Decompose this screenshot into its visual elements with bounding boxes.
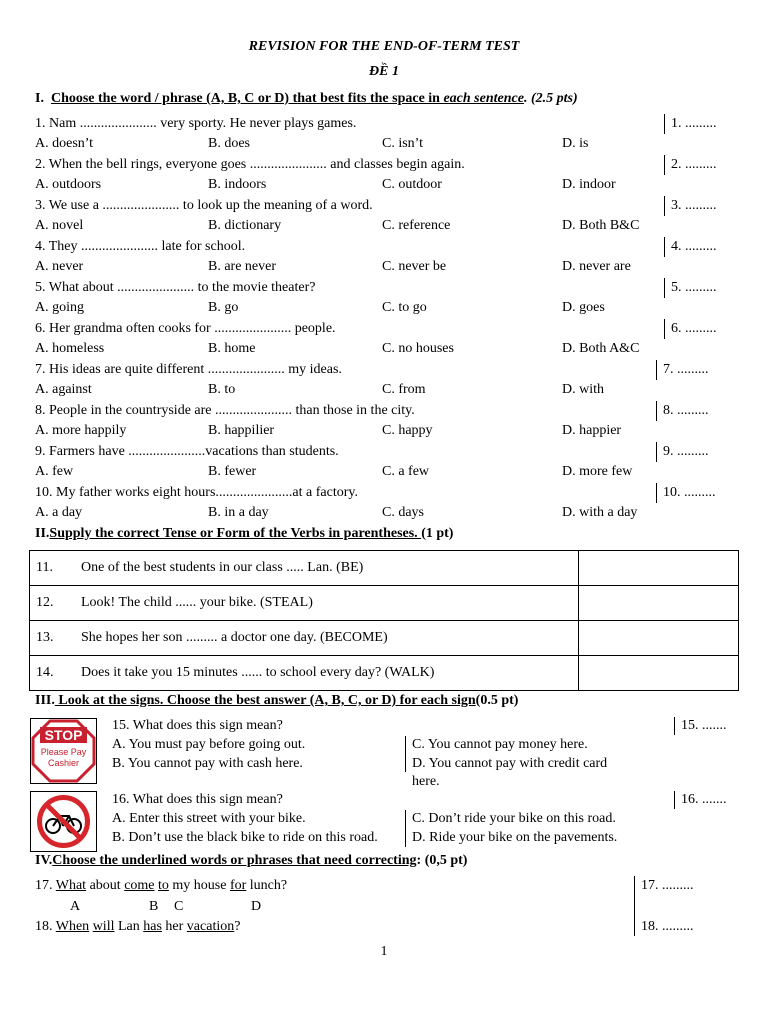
answer-blank-10[interactable]: 10. ......... xyxy=(663,485,716,500)
verb-question-text: One of the best students in our class ..... Lan. (BE) xyxy=(81,560,364,575)
verb-question-number: 14. xyxy=(36,665,54,680)
question-6: 6. Her grandma often cooks for ...................... people. xyxy=(35,321,336,336)
section1-heading: I. Choose the word / phrase (A, B, C or D) that best fits the space in each sentence. (2.5 pts) xyxy=(35,91,578,106)
section3-heading: III. Look at the signs. Choose the best answer (A, B, C, or D) for each sign(0.5 pt) xyxy=(35,693,519,708)
verb-question-text: She hopes her son ......... a doctor one day. (BECOME) xyxy=(81,630,388,645)
question-7-option-b: B. to xyxy=(208,382,236,397)
q17-label-d: D xyxy=(251,899,262,914)
question-9-option-b: B. fewer xyxy=(208,464,257,479)
question-10-option-c: C. days xyxy=(382,505,424,520)
answer-divider xyxy=(664,278,665,298)
question-3-option-d: D. Both B&C xyxy=(562,218,640,233)
question-5-option-a: A. going xyxy=(35,300,84,315)
q15-option-b: B. You cannot pay with cash here. xyxy=(112,756,303,771)
q18-answer-blank[interactable]: 18. ......... xyxy=(641,919,694,934)
q17-word-c[interactable]: to xyxy=(158,878,169,893)
verb-answer-cell[interactable] xyxy=(579,656,739,691)
q18-word-c[interactable]: has xyxy=(143,919,162,934)
answer-blank-6[interactable]: 6. ......... xyxy=(671,321,717,336)
section1-heading-text: Choose the word / phrase (A, B, C or D) that best fits the space in each sentence xyxy=(50,91,524,106)
question-8-option-d: D. happier xyxy=(562,423,622,438)
answer-blank-5[interactable]: 5. ......... xyxy=(671,280,717,295)
q16-option-b: B. Don’t use the black bike to ride on this road. xyxy=(112,830,378,845)
question-9-option-d: D. more few xyxy=(562,464,633,479)
question-10-option-a: A. a day xyxy=(35,505,83,520)
question-10: 10. My father works eight hours......................at a factory. xyxy=(35,485,358,500)
verb-question-text: Look! The child ...... your bike. (STEAL) xyxy=(81,595,313,610)
q15-answer-blank[interactable]: 15. ....... xyxy=(681,718,727,733)
question-8-option-b: B. happilier xyxy=(208,423,275,438)
question-9: 9. Farmers have ......................vacations than students. xyxy=(35,444,339,459)
question-4-option-b: B. are never xyxy=(208,259,277,274)
verb-question-number: 11. xyxy=(36,560,53,575)
section1-num: I. xyxy=(35,91,44,106)
question-7-option-d: D. with xyxy=(562,382,604,397)
verb-answer-cell[interactable] xyxy=(579,551,739,586)
q15-option-c: C. You cannot pay money here. xyxy=(412,737,588,752)
answer-divider xyxy=(664,196,665,216)
question-1-option-c: C. isn’t xyxy=(382,136,423,151)
question-3-option-c: C. reference xyxy=(382,218,451,233)
verb-table xyxy=(29,550,739,691)
verb-question-cell xyxy=(30,621,579,656)
verb-question-number: 13. xyxy=(36,630,54,645)
question-10-option-b: B. in a day xyxy=(208,505,269,520)
answer-divider xyxy=(656,442,657,462)
q17-word-a[interactable]: What xyxy=(55,878,87,893)
page-number: 1 xyxy=(380,944,388,959)
question-3-option-a: A. novel xyxy=(35,218,84,233)
q17-label-c: C xyxy=(174,899,184,914)
question-2-option-b: B. indoors xyxy=(208,177,267,192)
q15-option-a: A. You must pay before going out. xyxy=(112,737,306,752)
q17-label-a: A xyxy=(70,899,81,914)
no-bike-sign-image xyxy=(30,791,97,852)
question-6-option-c: C. no houses xyxy=(382,341,454,356)
answer-blank-8[interactable]: 8. ......... xyxy=(663,403,709,418)
verb-question-cell xyxy=(30,551,579,586)
question-1-option-b: B. does xyxy=(208,136,250,151)
question-3-option-b: B. dictionary xyxy=(208,218,282,233)
table-row xyxy=(30,621,739,656)
answer-divider xyxy=(664,237,665,257)
q16-option-c: C. Don’t ride your bike on this road. xyxy=(412,811,616,826)
question-6-option-a: A. homeless xyxy=(35,341,105,356)
question-5-option-c: C. to go xyxy=(382,300,427,315)
q16-answer-blank[interactable]: 16. ....... xyxy=(681,792,727,807)
question-4-option-a: A. never xyxy=(35,259,84,274)
verb-answer-cell[interactable] xyxy=(579,621,739,656)
stop-sign-line1: Please Pay xyxy=(40,747,87,757)
question-2-option-d: D. indoor xyxy=(562,177,616,192)
question-1-option-a: A. doesn’t xyxy=(35,136,94,151)
question-5-option-b: B. go xyxy=(208,300,239,315)
table-row xyxy=(30,586,739,621)
page-subtitle: ĐỀ 1 xyxy=(369,64,399,79)
question-4-option-d: D. never are xyxy=(562,259,631,274)
answer-divider xyxy=(664,114,665,134)
question-9-option-a: A. few xyxy=(35,464,74,479)
stop-sign-line2: Cashier xyxy=(47,758,80,768)
answer-blank-9[interactable]: 9. ......... xyxy=(663,444,709,459)
answer-divider xyxy=(664,155,665,175)
q17-answer-blank[interactable]: 17. ......... xyxy=(641,878,694,893)
q18-text: 18. When will Lan has her vacation? xyxy=(35,919,241,934)
verb-question-number: 12. xyxy=(36,595,54,610)
section4-heading: IV.Choose the underlined words or phrases that need correcting: (0,5 pt) xyxy=(35,853,468,868)
verb-question-cell xyxy=(30,656,579,691)
q16-text: 16. What does this sign mean? xyxy=(112,792,283,807)
q17-word-b[interactable]: come xyxy=(124,878,155,893)
answer-divider xyxy=(656,360,657,380)
question-5-option-d: D. goes xyxy=(562,300,605,315)
q16-option-d: D. Ride your bike on the pavements. xyxy=(412,830,618,845)
q17-label-b: B xyxy=(149,899,159,914)
question-4: 4. They ...................... late for school. xyxy=(35,239,246,254)
question-1: 1. Nam ...................... very sporty. He never plays games. xyxy=(35,116,357,131)
question-2-option-c: C. outdoor xyxy=(382,177,442,192)
q15-option-d: D. You cannot pay with credit card xyxy=(412,756,608,771)
q15-text: 15. What does this sign mean? xyxy=(112,718,283,733)
q18-word-a[interactable]: When xyxy=(55,919,90,934)
q18-word-b[interactable]: will xyxy=(92,919,115,934)
question-5: 5. What about ...................... to the movie theater? xyxy=(35,280,316,295)
section2-heading: II.Supply the correct Tense or Form of the Verbs in parentheses. (1 pt) xyxy=(35,526,454,541)
question-2: 2. When the bell rings, everyone goes ...................... and classes begin again. xyxy=(35,157,465,172)
answer-blank-7[interactable]: 7. ......... xyxy=(663,362,709,377)
answer-divider xyxy=(656,483,657,503)
question-7: 7. His ideas are quite different ...................... my ideas. xyxy=(35,362,342,377)
question-6-option-d: D. Both A&C xyxy=(562,341,640,356)
stop-sign-word: STOP xyxy=(44,727,83,743)
answer-blank-3[interactable]: 3. ......... xyxy=(671,198,717,213)
verb-question-text: Does it take you 15 minutes ...... to school every day? (WALK) xyxy=(81,665,435,680)
question-8: 8. People in the countryside are ...................... than those in the city. xyxy=(35,403,415,418)
q17-text: 17. What about come to my house for lunch? xyxy=(35,878,288,893)
page-title: REVISION FOR THE END-OF-TERM TEST xyxy=(248,39,520,54)
verb-answer-cell[interactable] xyxy=(579,586,739,621)
answer-divider xyxy=(656,401,657,421)
question-7-option-a: A. against xyxy=(35,382,92,397)
answer-divider xyxy=(664,319,665,339)
q15-option-d-cont: here. xyxy=(412,774,440,789)
table-row xyxy=(30,656,739,691)
answer-blank-4[interactable]: 4. ......... xyxy=(671,239,717,254)
stop-sign-image xyxy=(30,718,97,784)
table-row xyxy=(30,551,739,586)
question-1-option-d: D. is xyxy=(562,136,589,151)
question-6-option-b: B. home xyxy=(208,341,256,356)
question-10-option-d: D. with a day xyxy=(562,505,638,520)
verb-question-cell xyxy=(30,586,579,621)
q17-word-d[interactable]: for xyxy=(229,878,247,893)
question-7-option-c: C. from xyxy=(382,382,426,397)
question-3: 3. We use a ...................... to look up the meaning of a word. xyxy=(35,198,373,213)
answer-blank-2[interactable]: 2. ......... xyxy=(671,157,717,172)
question-4-option-c: C. never be xyxy=(382,259,447,274)
question-2-option-a: A. outdoors xyxy=(35,177,102,192)
question-8-option-a: A. more happily xyxy=(35,423,127,438)
q18-word-d[interactable]: vacation xyxy=(186,919,235,934)
question-9-option-c: C. a few xyxy=(382,464,430,479)
q16-option-a: A. Enter this street with your bike. xyxy=(112,811,306,826)
answer-blank-1[interactable]: 1. ......... xyxy=(671,116,717,131)
question-8-option-c: C. happy xyxy=(382,423,433,438)
